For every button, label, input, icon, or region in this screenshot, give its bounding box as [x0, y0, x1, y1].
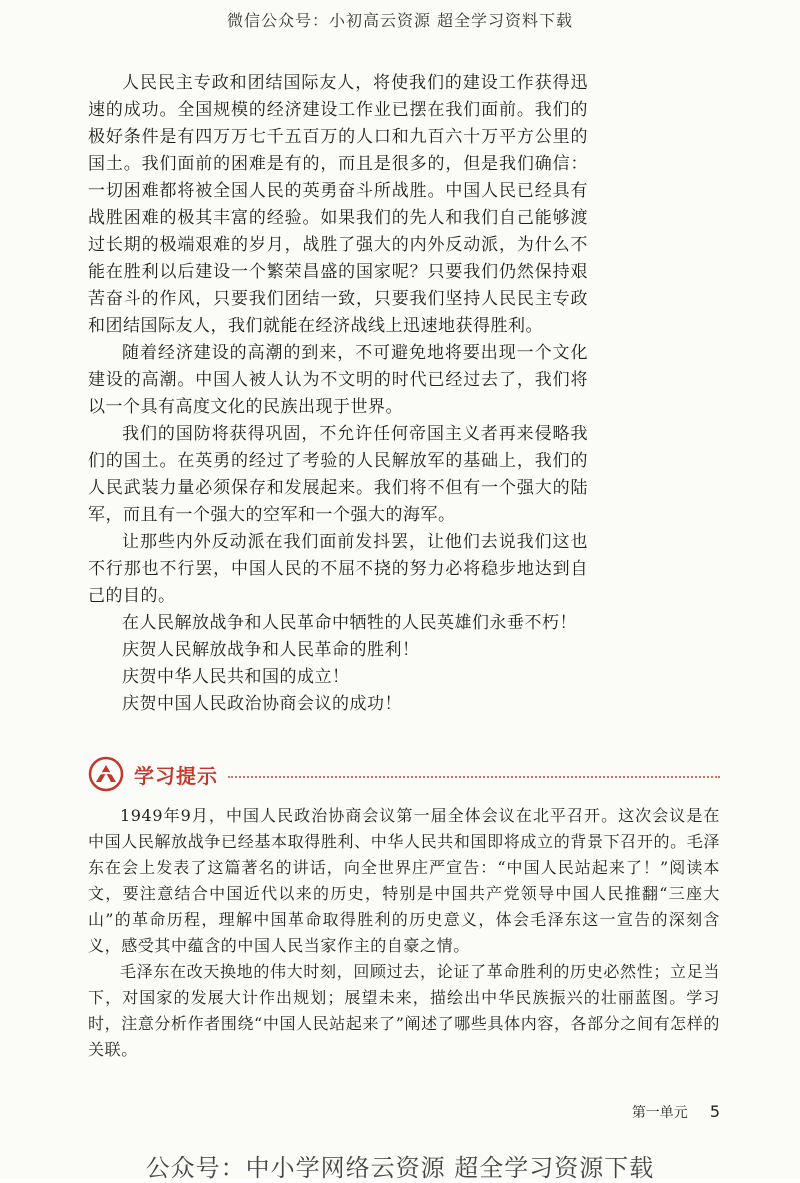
page-number: 5: [709, 1102, 720, 1121]
slogan-line: 庆贺人民解放战争和人民革命的胜利！: [122, 640, 420, 660]
paragraph: 让那些内外反动派在我们面前发抖罢，让他们去说我们这也不行那也不行罢，中国人民的不屈不挠的努力必将稳步地达到自己的目的。: [88, 532, 588, 606]
slogan-line: 庆贺中国人民政治协商会议的成功！: [122, 694, 402, 714]
slogan-line: 庆贺中华人民共和国的成立！: [122, 667, 350, 687]
study-tips-paragraph: 1949年9月，中国人民政治协商会议第一届全体会议在北平召开。这次会议是在中国人民解放战争已经基本取得胜利、中华人民共和国即将成立的背景下召开的。毛泽东在会上发表了这篇著名的讲话，向全世界庄严宣告：“中国人民站起来了！”阅读本文，要注意结合中国近代以来的历史，特别是中国共产党领导中国人民推翻“三座大山”的革命历程，理解中国革命取得胜利的历史意义，体会毛泽东这一宣告的深刻含义，感受其中蕴含的中国人民当家作主的自豪之情。: [88, 806, 720, 955]
page-footer: [632, 1102, 720, 1122]
study-tips-icon: [88, 756, 124, 792]
study-tips-paragraph: 毛泽东在改天换地的伟大时刻，回顾过去，论证了革命胜利的历史必然性；立足当下，对国家的发展大计作出规划；展望未来，描绘出中华民族振兴的壮丽蓝图。学习时，注意分析作者围绕“中国人民站起来了”阐述了哪些具体内容，各部分之间有怎样的关联。: [88, 962, 720, 1059]
unit-label: 第一单元: [631, 1105, 688, 1121]
study-tips-text: [88, 803, 720, 1063]
paragraph: 人民民主专政和团结国际友人，将使我们的建设工作获得迅速的成功。全国规模的经济建设工作业已摆在我们面前。我们的极好条件是有四万万七千五百万的人口和九百六十万平方公里的国土。我们面前的困难是有的，而且是很多的，但是我们确信：一切困难都将被全国人民的英勇奋斗所战胜。中国人民已经具有战胜困难的极其丰富的经验。如果我们的先人和我们自己能够渡过长期的极端艰难的岁月，战胜了强大的内外反动派，为什么不能在胜利以后建设一个繁荣昌盛的国家呢？只要我们仍然保持艰苦奋斗的作风，只要我们团结一致，只要我们坚持人民民主专政和团结国际友人，我们就能在经济战线上迅速地获得胜利。: [88, 73, 588, 336]
study-tips-header: [88, 756, 720, 792]
paragraph: 随着经济建设的高潮的到来，不可避免地将要出现一个文化建设的高潮。中国人被人认为不文明的时代已经过去了，我们将以一个具有高度文化的民族出现于世界。: [88, 343, 588, 417]
slogan-line: 在人民解放战争和人民革命中牺牲的人民英雄们永垂不朽！: [122, 613, 577, 633]
bottom-watermark-banner: 公众号：中小学网络云资源 超全学习资源下载: [145, 1154, 655, 1182]
main-text: [88, 70, 588, 718]
dotted-divider: [228, 776, 720, 778]
study-tips-title: 学习提示: [134, 764, 218, 788]
paragraph: 我们的国防将获得巩固，不允许任何帝国主义者再来侵略我们的国土。在英勇的经过了考验的人民解放军的基础上，我们的人民武装力量必须保存和发展起来。我们将不但有一个强大的陆军，而且有一个强大的空军和一个强大的海军。: [88, 424, 588, 525]
top-watermark-banner: 微信公众号：小初高云资源 超全学习资料下载: [226, 11, 574, 30]
